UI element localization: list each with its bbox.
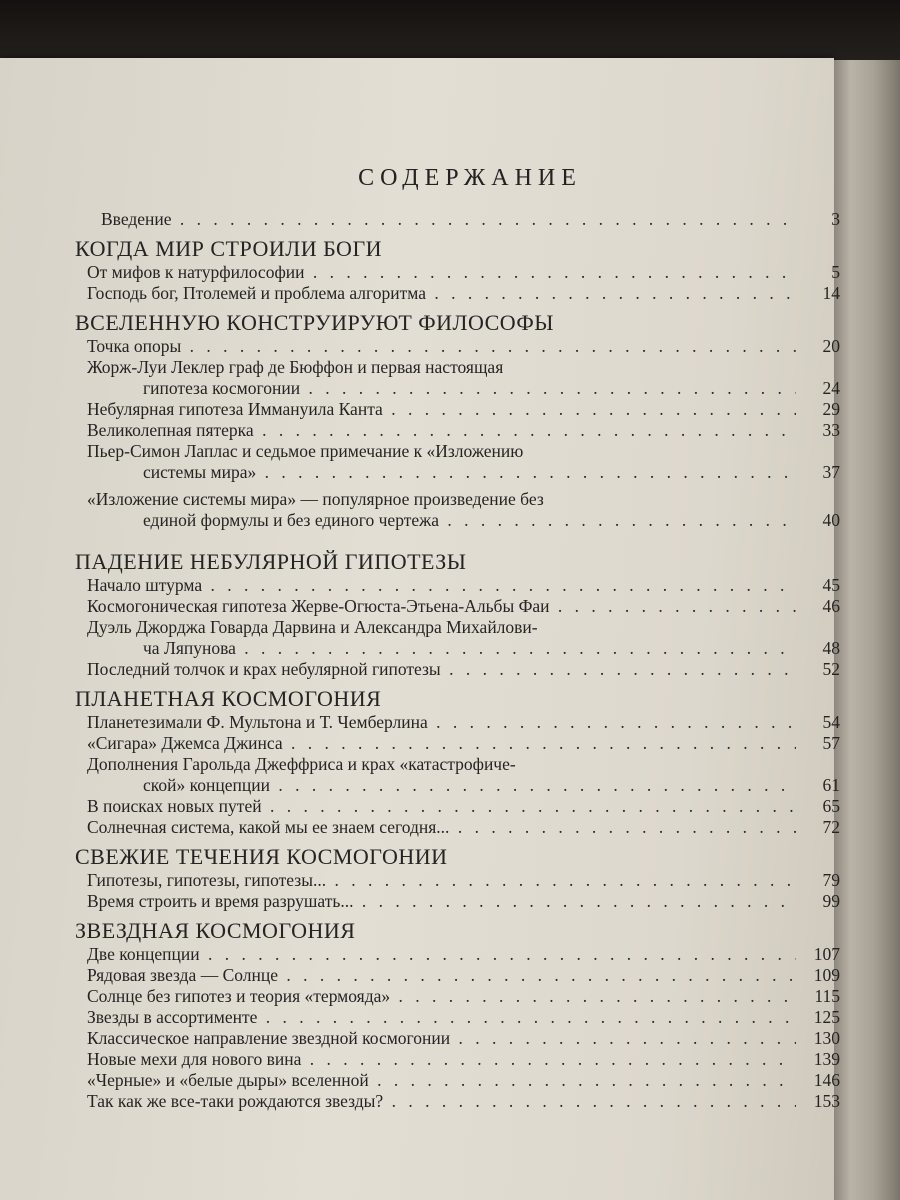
toc-entry [87,262,840,283]
entry-title-line2: единой формулы и без единого чертежа . . . [87,510,796,531]
toc-entry [87,733,840,754]
toc-entry [87,986,840,1007]
toc-entry [87,1049,840,1070]
entry-title: Планетезимали Ф. Мультона и Т. Чемберлина . . . [87,712,796,733]
entry-page: 52 [822,659,840,679]
entry-title: Новые мехи для нового вина . . . [87,1049,796,1070]
entry-title-line1: Дополнения Гарольда Джеффриса и крах «катастрофиче- [87,754,516,774]
entry-page: 14 [822,283,840,303]
entry-title: «Сигара» Джемса Джинса . . . [87,733,796,754]
entry-page: 65 [822,796,840,816]
entry-page: 130 [813,1028,840,1048]
entry-title: Время строить и время разрушать... . . . [87,891,796,912]
entry-title: Две концепции . . . [87,944,796,965]
entry-page: 153 [813,1091,840,1111]
toc-entry [87,796,840,817]
entry-title: От мифов к натурфилософии . . . [87,262,796,283]
entry-page: 72 [822,817,840,837]
entry-page: 54 [822,712,840,732]
toc-entry [101,209,840,230]
toc-entry [87,1091,840,1112]
entry-page: 125 [813,1007,840,1027]
entry-title-line2: ской» концепции . . . [87,775,796,796]
entry-title-line1: «Изложение системы мира» — популярное произведение без [87,489,544,509]
section-title: ПАДЕНИЕ НЕБУЛЯРНОЙ ГИПОТЕЗЫ [75,549,467,574]
page-heading: СОДЕРЖАНИЕ [358,165,582,191]
entry-title: Классическое направление звездной космогонии . . . [87,1028,796,1049]
toc-entry [87,441,840,483]
entry-page: 57 [822,733,840,753]
entry-title: Рядовая звезда — Солнце . . . [87,965,796,986]
entry-page: 5 [831,262,840,282]
entry-page: 107 [813,944,840,964]
adjacent-page-edge [834,60,900,1200]
toc-entry [87,283,840,304]
toc-entry [87,817,840,838]
entry-title: Солнечная система, какой мы ее знаем сегодня... . . . [87,817,796,838]
toc-entry [87,489,840,531]
entry-page: 29 [822,399,840,419]
entry-title-line1: Жорж-Луи Леклер граф де Бюффон и первая настоящая [87,357,504,377]
entry-title: В поисках новых путей . . . [87,796,796,817]
entry-title: Господь бог, Птолемей и проблема алгоритма . . . [87,283,796,304]
entry-page: 46 [822,596,840,616]
section-title: ЗВЕЗДНАЯ КОСМОГОНИЯ [75,918,356,943]
entry-page: 139 [813,1049,840,1069]
entry-title-line1: Дуэль Джорджа Говарда Дарвина и Александра Михайлови- [87,617,538,637]
entry-title: Введение . . . [101,209,796,230]
entry-page: 24 [822,378,840,398]
toc-entry [87,420,840,441]
entry-page: 99 [822,891,840,911]
section-title: ПЛАНЕТНАЯ КОСМОГОНИЯ [75,686,382,711]
entry-title: Небулярная гипотеза Иммануила Канта . . . [87,399,796,420]
entry-title: Так как же все-таки рождаются звезды? . . . [87,1091,796,1112]
toc-entry [87,1028,840,1049]
entry-page: 109 [813,965,840,985]
entry-title: Гипотезы, гипотезы, гипотезы... . . . [87,870,796,891]
entry-title: Солнце без гипотез и теория «термояда» . . . [87,986,796,1007]
entry-page: 37 [822,462,840,482]
entry-page: 45 [822,575,840,595]
toc-entry [87,1007,840,1028]
toc-entry [87,357,840,399]
toc-entry [87,754,840,796]
toc-entry [87,596,840,617]
entry-page: 146 [813,1070,840,1090]
toc-entry [87,944,840,965]
section-title: КОГДА МИР СТРОИЛИ БОГИ [75,236,383,261]
entry-title: «Черные» и «белые дыры» вселенной . . . [87,1070,796,1091]
entry-title: Великолепная пятерка . . . [87,420,796,441]
entry-title-line2: гипотеза космогонии . . . [87,378,796,399]
entry-page: 3 [831,209,840,229]
section-title: ВСЕЛЕННУЮ КОНСТРУИРУЮТ ФИЛОСОФЫ [75,310,554,335]
toc-entry [87,712,840,733]
toc-entry [87,336,840,357]
entry-title-line2: системы мира» . . . [87,462,796,483]
toc-entry [87,575,840,596]
toc-entry [87,965,840,986]
table-of-contents [75,209,840,1112]
entry-page: 115 [814,986,840,1006]
toc-entry [87,659,840,680]
section-title: СВЕЖИЕ ТЕЧЕНИЯ КОСМОГОНИИ [75,844,448,869]
toc-entry [87,870,840,891]
entry-title: Звезды в ассортименте . . . [87,1007,796,1028]
entry-title: Точка опоры . . . [87,336,796,357]
toc-entry [87,891,840,912]
toc-entry [87,1070,840,1091]
entry-page: 61 [822,775,840,795]
entry-title: Космогоническая гипотеза Жерве-Огюста-Этьена-Альбы Фаи . . . [87,596,796,617]
entry-page: 48 [822,638,840,658]
entry-page: 40 [822,510,840,530]
toc-entry [87,399,840,420]
entry-page: 79 [822,870,840,890]
entry-page: 20 [822,336,840,356]
entry-title-line1: Пьер-Симон Лаплас и седьмое примечание к «Изложению [87,441,524,461]
toc-entry [87,617,840,659]
entry-page: 33 [822,420,840,440]
entry-title: Начало штурма . . . [87,575,796,596]
entry-title: Последний толчок и крах небулярной гипотезы . . . [87,659,796,680]
entry-title-line2: ча Ляпунова . . . [87,638,796,659]
